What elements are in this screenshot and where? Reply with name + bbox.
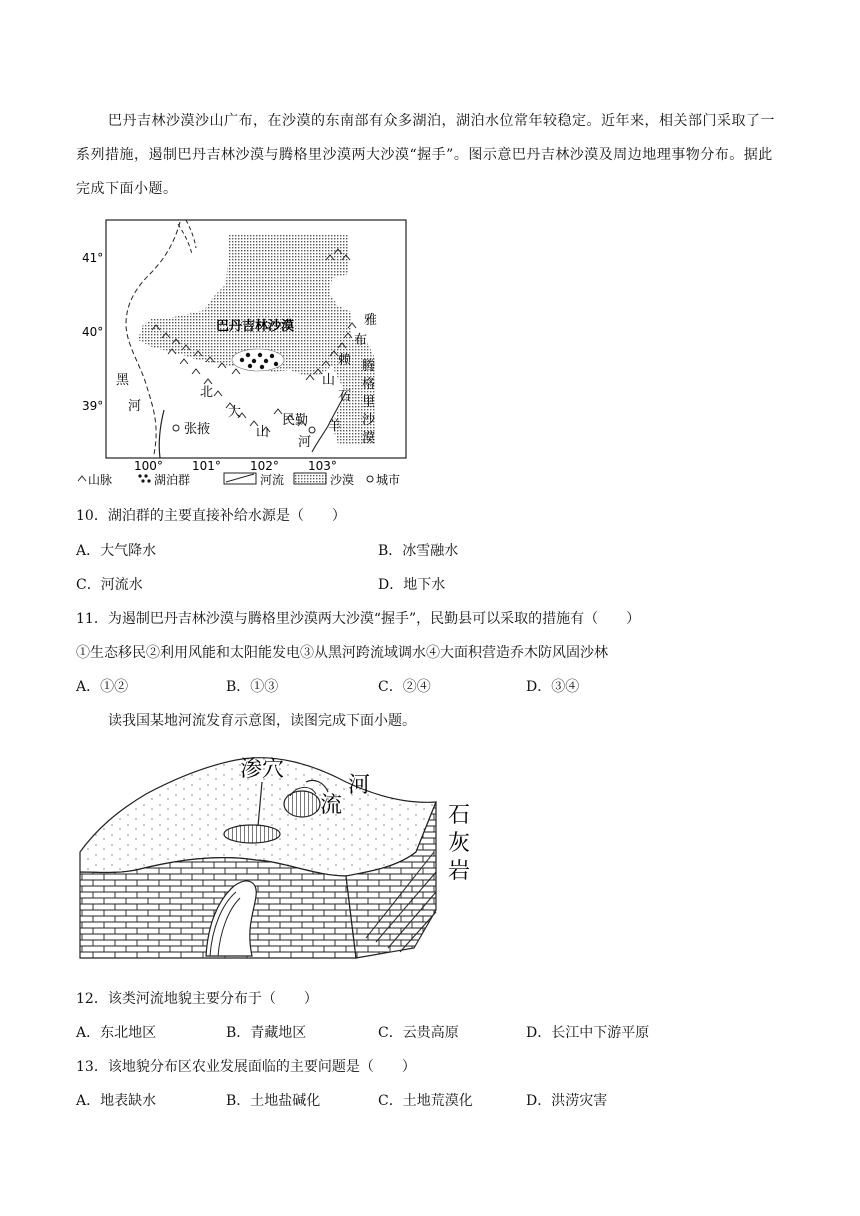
lon-102: 102°: [250, 459, 279, 473]
label-minqin: 民勤: [282, 413, 309, 428]
q13-option-c[interactable]: C．土地荒漠化: [378, 1093, 473, 1109]
lat-40: 40°: [82, 325, 104, 339]
label-badain-desert: 巴丹吉林沙漠: [216, 319, 295, 334]
lon-100: 100°: [134, 459, 163, 473]
q11-option-d[interactable]: D．③④: [526, 679, 580, 695]
q11-items: ①生态移民②利用风能和太阳能发电③从黑河跨流域调水④大面积营造乔木防风固沙林: [76, 645, 608, 661]
q11-option-a[interactable]: A．①②: [76, 679, 129, 695]
q11-option-c[interactable]: C．②④: [378, 679, 431, 695]
label-tengger-3: 里: [362, 395, 376, 410]
karst-river-figure: [76, 742, 486, 968]
q13-option-a[interactable]: A．地表缺水: [76, 1093, 157, 1109]
label-tengger-4: 沙: [362, 413, 376, 428]
legend-lake-icon: [138, 474, 150, 482]
label-limestone-1: 石: [448, 803, 471, 828]
q11-stem: 11．为遏制巴丹吉林沙漠与腾格里沙漠两大沙漠“握手”，民勤县可以采取的措施有（ ）: [76, 611, 641, 627]
legend-city-label: 城市: [376, 473, 401, 487]
q10-option-c[interactable]: C．河流水: [76, 577, 143, 593]
q10-option-d[interactable]: D．地下水: [378, 577, 446, 593]
city-zhangye: [173, 425, 179, 431]
intro-paragraph-1: 巴丹吉林沙漠沙山广布，在沙漠的东南部有众多湖泊，湖泊水位常年较稳定。近年来，相关部门采取了一系列措施，遏制巴丹吉林沙漠与腾格里沙漠两大沙漠“握手”。图示意巴丹吉林沙漠及周边地理事物分布。据此完成下面小题。: [76, 113, 775, 197]
map-legend: [78, 472, 400, 487]
label-heihe-2: 河: [128, 399, 142, 414]
intro-paragraph-2: 读我国某地河流发育示意图，读图完成下面小题。: [108, 713, 416, 729]
label-river-2: 流: [320, 793, 343, 818]
legend-lake-label: 湖泊群: [154, 473, 191, 487]
q12-option-a[interactable]: A．东北地区: [76, 1025, 157, 1041]
label-beida-3: 山: [256, 425, 270, 440]
label-tengger-2: 格: [362, 377, 376, 392]
label-yabulai-4: 山: [322, 373, 336, 388]
label-limestone-2: 灰: [448, 831, 471, 856]
label-limestone-3: 岩: [448, 859, 471, 884]
label-shiyang-2: 羊: [328, 419, 342, 434]
q10-stem: 10．湖泊群的主要直接补给水源是（ ）: [76, 508, 346, 524]
label-yabulai-3: 赖: [338, 353, 352, 368]
river-sink: [284, 791, 320, 817]
legend-mountain-label: 山脉: [88, 473, 113, 487]
q13-option-b[interactable]: B．土地盐碱化: [226, 1093, 321, 1109]
label-shiyang-1: 石: [338, 389, 352, 404]
label-tengger-5: 漠: [362, 431, 376, 446]
legend-desert-label: 沙漠: [330, 473, 355, 487]
q10-option-a[interactable]: A．大气降水: [76, 543, 157, 559]
q12-option-c[interactable]: C．云贵高原: [378, 1025, 459, 1041]
q13-stem: 13．该地貌分布区农业发展面临的主要问题是（ ）: [76, 1059, 416, 1075]
lon-101: 101°: [192, 459, 221, 473]
q10-option-b[interactable]: B．冰雪融水: [378, 543, 459, 559]
label-he: 河: [298, 435, 312, 450]
label-river-1: 河: [348, 773, 371, 798]
label-zhangye: 张掖: [184, 422, 211, 437]
lake-group: [232, 349, 284, 371]
q11-option-b[interactable]: B．①③: [226, 679, 279, 695]
legend-river-label: 河流: [260, 473, 285, 487]
q12-option-d[interactable]: D．长江中下游平原: [526, 1025, 650, 1041]
label-yabulai-2: 布: [354, 333, 368, 348]
q12-stem: 12．该类河流地貌主要分布于（ ）: [76, 991, 318, 1007]
label-tengger-1: 腾: [362, 359, 376, 374]
city-minqin: [309, 427, 315, 433]
lon-103: 103°: [308, 459, 337, 473]
label-seepage: 渗穴: [240, 757, 285, 782]
q12-option-b[interactable]: B．青藏地区: [226, 1025, 307, 1041]
q13-option-d[interactable]: D．洪涝灾害: [526, 1093, 608, 1109]
lat-41: 41°: [82, 251, 104, 265]
label-beida-2: 大: [228, 405, 242, 420]
label-beida-1: 北: [200, 385, 214, 400]
lat-39: 39°: [82, 399, 104, 413]
legend-city-icon: [367, 476, 373, 482]
seepage-hole: [224, 825, 280, 843]
badain-jaran-map: [76, 214, 412, 490]
legend-mountain-icon: [78, 476, 86, 481]
legend-river-icon: [224, 473, 256, 484]
label-yabulai-1: 雅: [364, 313, 378, 328]
legend-desert-icon: [294, 473, 326, 484]
label-heihe-1: 黑: [116, 373, 130, 388]
